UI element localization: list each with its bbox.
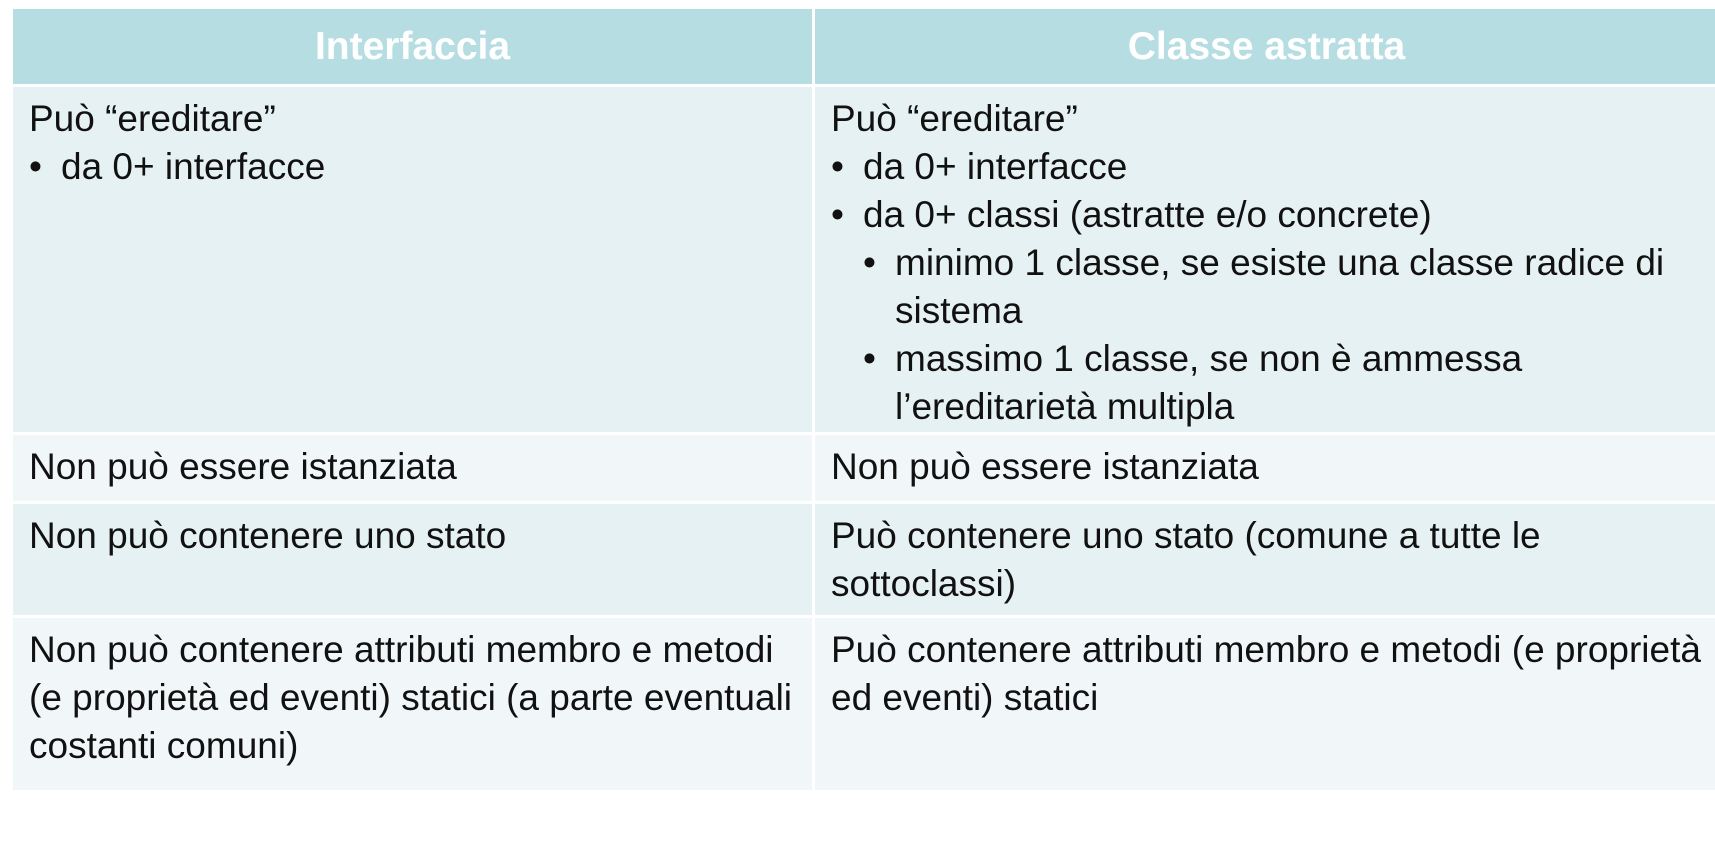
list-item: • da 0+ interfacce: [29, 143, 796, 191]
inheritance-list-interface: [29, 143, 796, 191]
header-interfaccia: Interfaccia: [13, 9, 812, 84]
list-item: • da 0+ interfacce: [831, 143, 1702, 191]
cell-instantiation-abstract: Non può essere istanziata: [815, 435, 1715, 501]
sub-list: [863, 239, 1702, 431]
header-classe-astratta: Classe astratta: [815, 9, 1715, 84]
cell-state-abstract: Può contenere uno stato (comune a tutte le sottoclassi): [815, 504, 1715, 615]
sub-list-item: • minimo 1 classe, se esiste una classe radice di sistema: [863, 239, 1702, 335]
sub-list-item: • massimo 1 classe, se non è ammessa l’ereditarietà multipla: [863, 335, 1702, 431]
list-item: [831, 191, 1702, 431]
inheritance-list-abstract: [831, 143, 1702, 431]
cell-instantiation-interface: Non può essere istanziata: [13, 435, 812, 501]
inheritance-intro-interface: Può “ereditare”: [29, 98, 276, 139]
inheritance-intro-abstract: Può “ereditare”: [831, 98, 1078, 139]
cell-inheritance-interface: [13, 87, 812, 432]
cell-state-interface: Non può contenere uno stato: [13, 504, 812, 615]
list-item-text: da 0+ classi (astratte e/o concrete): [863, 194, 1432, 235]
cell-inheritance-abstract: [815, 87, 1715, 432]
cell-static-interface: Non può contenere attributi membro e metodi (e proprietà ed eventi) statici (a parte eventuali costanti comuni): [13, 618, 812, 790]
cell-static-abstract: Può contenere attributi membro e metodi (e proprietà ed eventi) statici: [815, 618, 1715, 790]
comparison-table: [13, 9, 1715, 790]
